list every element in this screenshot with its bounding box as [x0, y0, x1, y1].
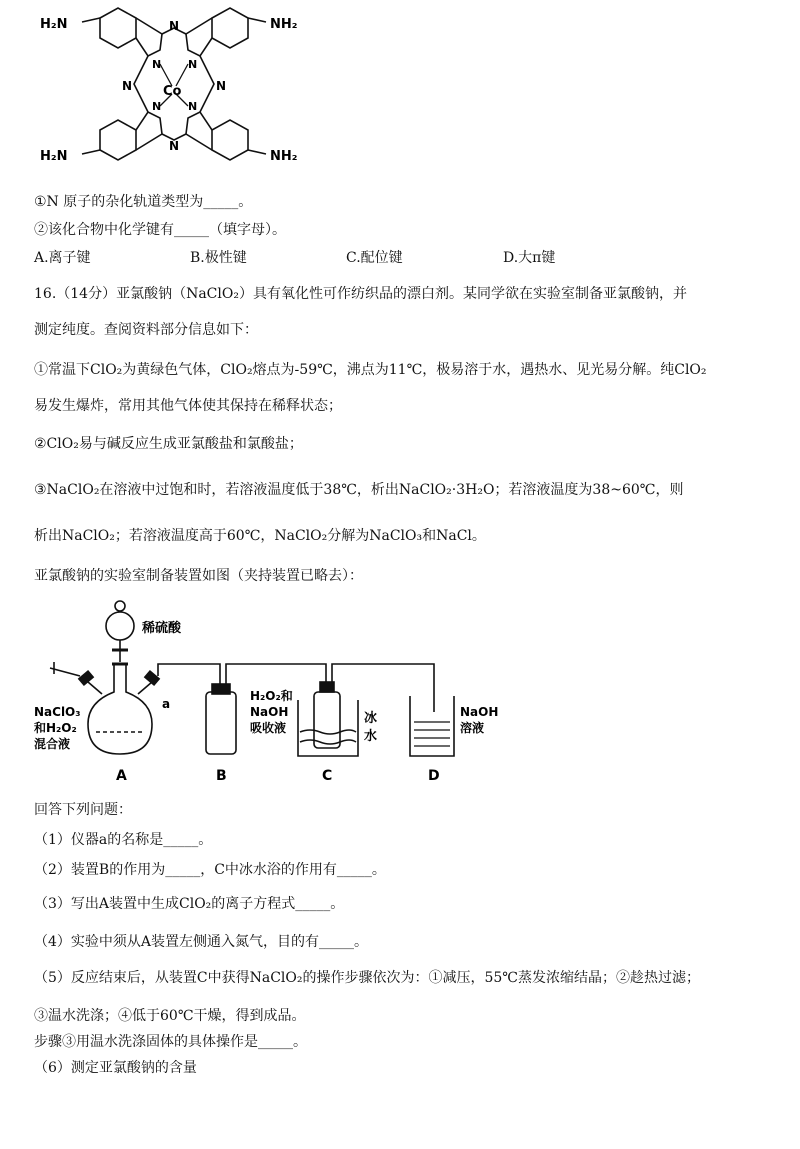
flask-contents: NaClO₃: [34, 705, 81, 719]
question-2: （2）装置B的作用为_____，C中冰水浴的作用有_____。: [34, 862, 386, 878]
instrument-a-label: a: [162, 697, 171, 711]
ice-water-label: 冰: [364, 711, 378, 726]
absorbent-label: 吸收液: [250, 721, 287, 735]
question-6: （6）测定亚氯酸钠的含量: [34, 1060, 197, 1076]
question-1: （1）仪器a的名称是_____。: [34, 832, 213, 848]
absorbent-label: H₂O₂和: [250, 689, 293, 703]
info-3-cont: 析出NaClO₂；若溶液温度高于60℃，NaClO₂分解为NaClO₃和NaCl。: [34, 528, 486, 544]
nitrogen-atom: N: [188, 58, 198, 71]
absorbent-label: NaOH: [250, 705, 289, 719]
flask-contents: 混合液: [34, 737, 71, 751]
flask-contents: 和H₂O₂: [34, 721, 77, 735]
nitrogen-atom: N: [188, 100, 198, 113]
q16-intro-cont: 测定纯度。查阅资料部分信息如下：: [34, 322, 258, 338]
beaker-d: [410, 696, 454, 756]
question-5: （5）反应结束后，从装置C中获得NaClO₂的操作步骤依次为：①减压，55℃蒸发浓缩结晶；②趁热过滤；: [34, 970, 700, 986]
option-c: C.配位键: [346, 250, 403, 266]
option-b: B.极性键: [190, 250, 247, 266]
funnel-stopper: [115, 601, 125, 611]
question-3: （3）写出A装置中生成ClO₂的离子方程式_____。: [34, 896, 345, 912]
amino-group: H₂N: [40, 17, 68, 32]
info-1: ①常温下ClO₂为黄绿色气体，ClO₂熔点为-59℃，沸点为11℃，极易溶于水，遇热水、见光易分解。纯ClO₂: [34, 362, 707, 378]
amino-group: NH₂: [270, 149, 298, 164]
apparatus-tag-a: A: [116, 768, 127, 784]
question-4: （4）实验中须从A装置左侧通入氮气，目的有_____。: [34, 934, 369, 950]
amino-group: H₂N: [40, 149, 68, 164]
cobalt-atom: Co: [163, 84, 182, 99]
info-3: ③NaClO₂在溶液中过饱和时，若溶液温度低于38℃，析出NaClO₂·3H₂O；若溶液温度为38~60℃，则: [34, 482, 684, 498]
question-5-cont: ③温水洗涤；④低于60℃干燥，得到成品。: [34, 1008, 306, 1024]
gas-washing-bottle-c: [314, 692, 340, 748]
bottle-b: [206, 692, 236, 754]
nitrogen-atom: N: [152, 100, 162, 113]
nitrogen-atom: N: [169, 19, 180, 33]
info-2: ②ClO₂易与碱反应生成亚氯酸盐和氯酸盐；: [34, 436, 303, 452]
benzene-ring: [100, 8, 136, 48]
q15-item2: ②该化合物中化学键有_____（填字母）。: [34, 222, 286, 238]
acid-label: 稀硫酸: [142, 621, 182, 636]
amino-group: NH₂: [270, 17, 298, 32]
option-a: A.离子键: [34, 250, 91, 266]
q15-item1: ①N 原子的杂化轨道类型为_____。: [34, 194, 253, 210]
info-1-cont: 易发生爆炸，常用其他气体使其保持在稀释状态；: [34, 398, 342, 414]
apparatus-tag-b: B: [216, 768, 227, 784]
benzene-ring: [212, 8, 248, 48]
ice-water-label: 水: [364, 729, 378, 744]
question-5-step: 步骤③用温水洗涤固体的具体操作是_____。: [34, 1034, 307, 1050]
apparatus-tag-d: D: [428, 768, 440, 784]
nitrogen-atom: N: [152, 58, 162, 71]
phthalocyanine-structure: [30, 0, 330, 180]
option-d: D.大π键: [503, 250, 556, 266]
nitrogen-atom: N: [122, 79, 133, 93]
naoh-label: 溶液: [460, 721, 485, 735]
q16-intro: 16.（14分）亚氯酸钠（NaClO₂）具有氧化性可作纺织品的漂白剂。某同学欲在实验室制备亚氯酸钠，并: [34, 286, 687, 302]
dropping-funnel: [106, 612, 134, 640]
apparatus-tag-c: C: [322, 768, 333, 784]
apparatus-intro: 亚氯酸钠的实验室制备装置如图（夹持装置已略去）：: [34, 568, 363, 584]
naoh-label: NaOH: [460, 705, 499, 719]
apparatus-diagram: [30, 592, 510, 788]
three-neck-flask: [88, 664, 152, 754]
nitrogen-atom: N: [216, 79, 227, 93]
benzene-ring: [100, 120, 136, 160]
benzene-ring: [212, 120, 248, 160]
questions-heading: 回答下列问题：: [34, 802, 132, 818]
nitrogen-atom: N: [169, 139, 180, 153]
